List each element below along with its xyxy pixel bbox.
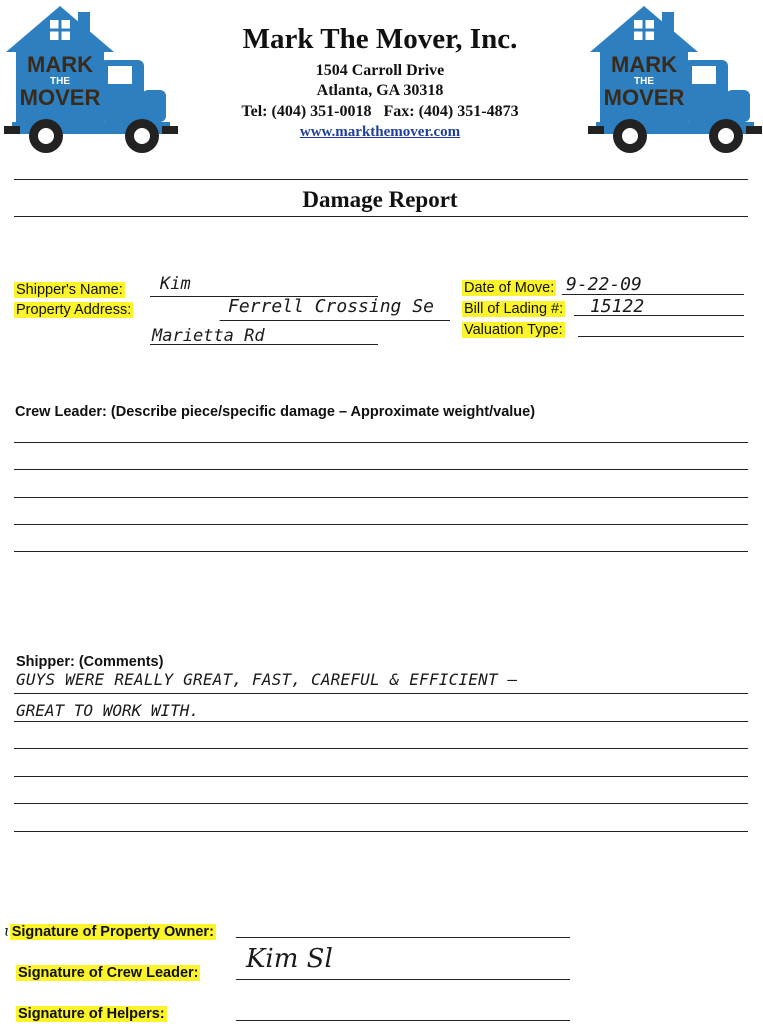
redaction-smudge (145, 303, 223, 323)
crew-leader-signature-line (236, 979, 570, 980)
shipper-name-value: Kim (160, 274, 191, 294)
bill-of-lading-value: 15122 (590, 296, 645, 317)
shipper-comments-line-1 (14, 693, 748, 694)
redaction-smudge (208, 270, 278, 292)
crew-leader-signature: Kim Sl (246, 944, 333, 974)
shipper-comments-line1: GUYS WERE REALLY GREAT, FAST, CAREFUL & EFFICIENT – (16, 670, 518, 689)
logo-text-mark: MARK (27, 52, 93, 77)
date-of-move-value: 9-22-09 (566, 274, 642, 295)
property-address-value-line2: Marietta Rd (152, 326, 265, 346)
valuation-type-label: Valuation Type: (464, 322, 563, 338)
logo-text-mover: MOVER (603, 85, 685, 110)
crew-leader-line-1 (14, 442, 748, 443)
helpers-signature-line (236, 1020, 570, 1021)
property-address-value-line1: Ferrell Crossing Se (228, 296, 434, 317)
crew-leader-label: Crew Leader: (Describe piece/specific damage – Approximate weight/value) (15, 404, 536, 420)
crew-leader-line-2 (14, 469, 748, 470)
logo-text-the: THE (50, 76, 70, 87)
crew-leader-line-3 (14, 497, 748, 498)
shipper-comments-line-3 (14, 748, 748, 749)
company-name: Mark The Mover, Inc. (242, 23, 518, 55)
property-address-label: Property Address: (16, 302, 132, 318)
shipper-comments-line2: GREAT TO WORK WITH. (16, 701, 200, 720)
mark-the-mover-logo-right (588, 4, 763, 154)
title-rule-bottom (14, 216, 748, 217)
logo-text-mover: MOVER (19, 85, 101, 110)
logo-text-mark: MARK (611, 52, 677, 77)
crew-leader-line-5 (14, 551, 748, 552)
valuation-type-line (578, 336, 744, 337)
company-street: 1504 Carroll Drive (315, 62, 445, 79)
crew-leader-signature-label: Signature of Crew Leader: (18, 965, 199, 981)
helpers-signature-label: Signature of Helpers: (18, 1006, 165, 1022)
date-of-move-label: Date of Move: (464, 280, 555, 296)
shipper-comments-line-5 (14, 803, 748, 804)
mark-the-mover-logo-left (4, 4, 180, 154)
company-city: Atlanta, GA 30318 (316, 82, 444, 99)
shipper-name-label: Shipper's Name: (16, 282, 123, 298)
title-rule-top (14, 179, 748, 180)
shipper-comments-line-2 (14, 721, 748, 722)
redaction-smudge (228, 890, 398, 930)
property-owner-signature-label: ɩ Signature of Property Owner: (4, 924, 214, 940)
company-phone-fax: Tel: (404) 351-0018 Fax: (404) 351-4873 (241, 103, 519, 120)
shipper-comments-line-6 (14, 831, 748, 832)
shipper-comments-label: Shipper: (Comments) (16, 654, 164, 670)
crew-leader-line-4 (14, 524, 748, 525)
company-website-link[interactable]: www.markthemover.com (299, 124, 461, 140)
report-title: Damage Report (302, 187, 458, 212)
shipper-comments-line-4 (14, 776, 748, 777)
bill-of-lading-label: Bill of Lading #: (464, 301, 564, 317)
property-owner-signature-line (236, 937, 570, 938)
logo-text-the: THE (634, 76, 654, 87)
